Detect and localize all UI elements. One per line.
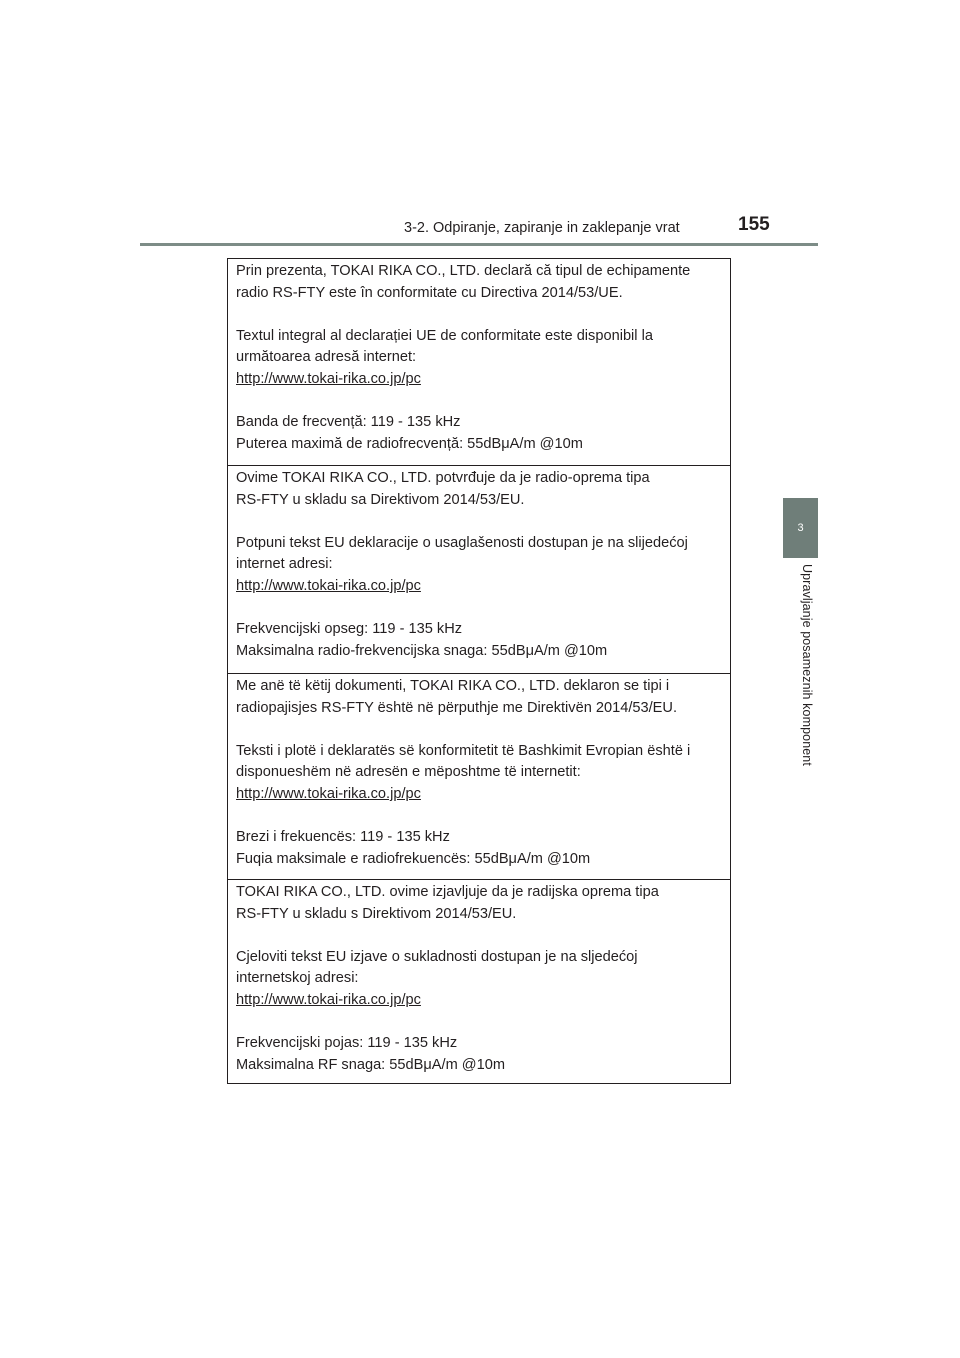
statement-line: RS-FTY u skladu s Direktivom 2014/53/EU. <box>236 905 517 922</box>
declaration-url-link[interactable]: http://www.tokai-rika.co.jp/pc <box>236 991 421 1008</box>
statement-line: radiopajisjes RS-FTY është në përputhje me Direktivën 2014/53/EU. <box>236 699 678 716</box>
statement-line: RS-FTY u skladu sa Direktivom 2014/53/EU. <box>236 491 525 508</box>
chapter-title: Upravljanje posameznih komponent <box>800 564 814 766</box>
header-rule <box>140 243 818 246</box>
availability-line: Cjeloviti tekst EU izjave o sukladnosti dostupan je na sljedećoj <box>236 948 638 965</box>
availability-line: Teksti i plotë i deklaratës së konformitetit të Bashkimit Evropian është i <box>236 742 691 759</box>
frequency-band: Banda de frecvență: 119 - 135 kHz <box>236 414 461 431</box>
availability-line: disponueshëm në adresën e mëposhtme të internetit: <box>236 764 581 781</box>
page-number: 155 <box>738 214 770 235</box>
declaration-albanian <box>228 673 730 879</box>
section-title: 3-2. Odpiranje, zapiranje in zaklepanje vrat <box>404 220 680 236</box>
declaration-croatian <box>228 879 730 1083</box>
availability-line: Textul integral al declarației UE de conformitate este disponibil la <box>236 327 653 344</box>
declarations-table <box>227 258 731 1084</box>
statement-line: TOKAI RIKA CO., LTD. ovime izjavljuje da je radijska oprema tipa <box>236 884 659 900</box>
declaration-bosnian <box>228 465 730 673</box>
declaration-url-link[interactable]: http://www.tokai-rika.co.jp/pc <box>236 785 421 802</box>
declaration-url-link[interactable]: http://www.tokai-rika.co.jp/pc <box>236 577 421 594</box>
statement-line: Ovime TOKAI RIKA CO., LTD. potvrđuje da je radio-oprema tipa <box>236 470 650 486</box>
availability-line: internet adresi: <box>236 556 333 573</box>
statement-line: radio RS-FTY este în conformitate cu Directiva 2014/53/UE. <box>236 284 623 301</box>
statement-line: Prin prezenta, TOKAI RIKA CO., LTD. declară că tipul de echipamente <box>236 263 691 279</box>
statement-line: Me anë të këtij dokumenti, TOKAI RIKA CO., LTD. deklaron se tipi i <box>236 678 670 694</box>
availability-line: Potpuni tekst EU deklaracije o usaglašenosti dostupan je na slijedećoj <box>236 534 688 551</box>
chapter-tab <box>783 498 818 558</box>
max-power: Maksimalna radio-frekvencijska snaga: 55dBμA/m @10m <box>236 642 608 659</box>
chapter-number: 3 <box>797 522 804 534</box>
frequency-band: Frekvencijski pojas: 119 - 135 kHz <box>236 1035 458 1052</box>
frequency-band: Brezi i frekuencës: 119 - 135 kHz <box>236 829 450 846</box>
max-power: Maksimalna RF snaga: 55dBμA/m @10m <box>236 1056 505 1073</box>
max-power: Fuqia maksimale e radiofrekuencës: 55dBμA/m @10m <box>236 850 591 867</box>
frequency-band: Frekvencijski opseg: 119 - 135 kHz <box>236 621 463 638</box>
chapter-title-container <box>740 564 860 796</box>
availability-line: următoarea adresă internet: <box>236 349 417 366</box>
max-power: Puterea maximă de radiofrecvență: 55dBμA/m @10m <box>236 435 583 452</box>
declaration-url-link[interactable]: http://www.tokai-rika.co.jp/pc <box>236 370 421 387</box>
availability-line: internetskoj adresi: <box>236 970 359 987</box>
declaration-romanian <box>228 259 730 465</box>
